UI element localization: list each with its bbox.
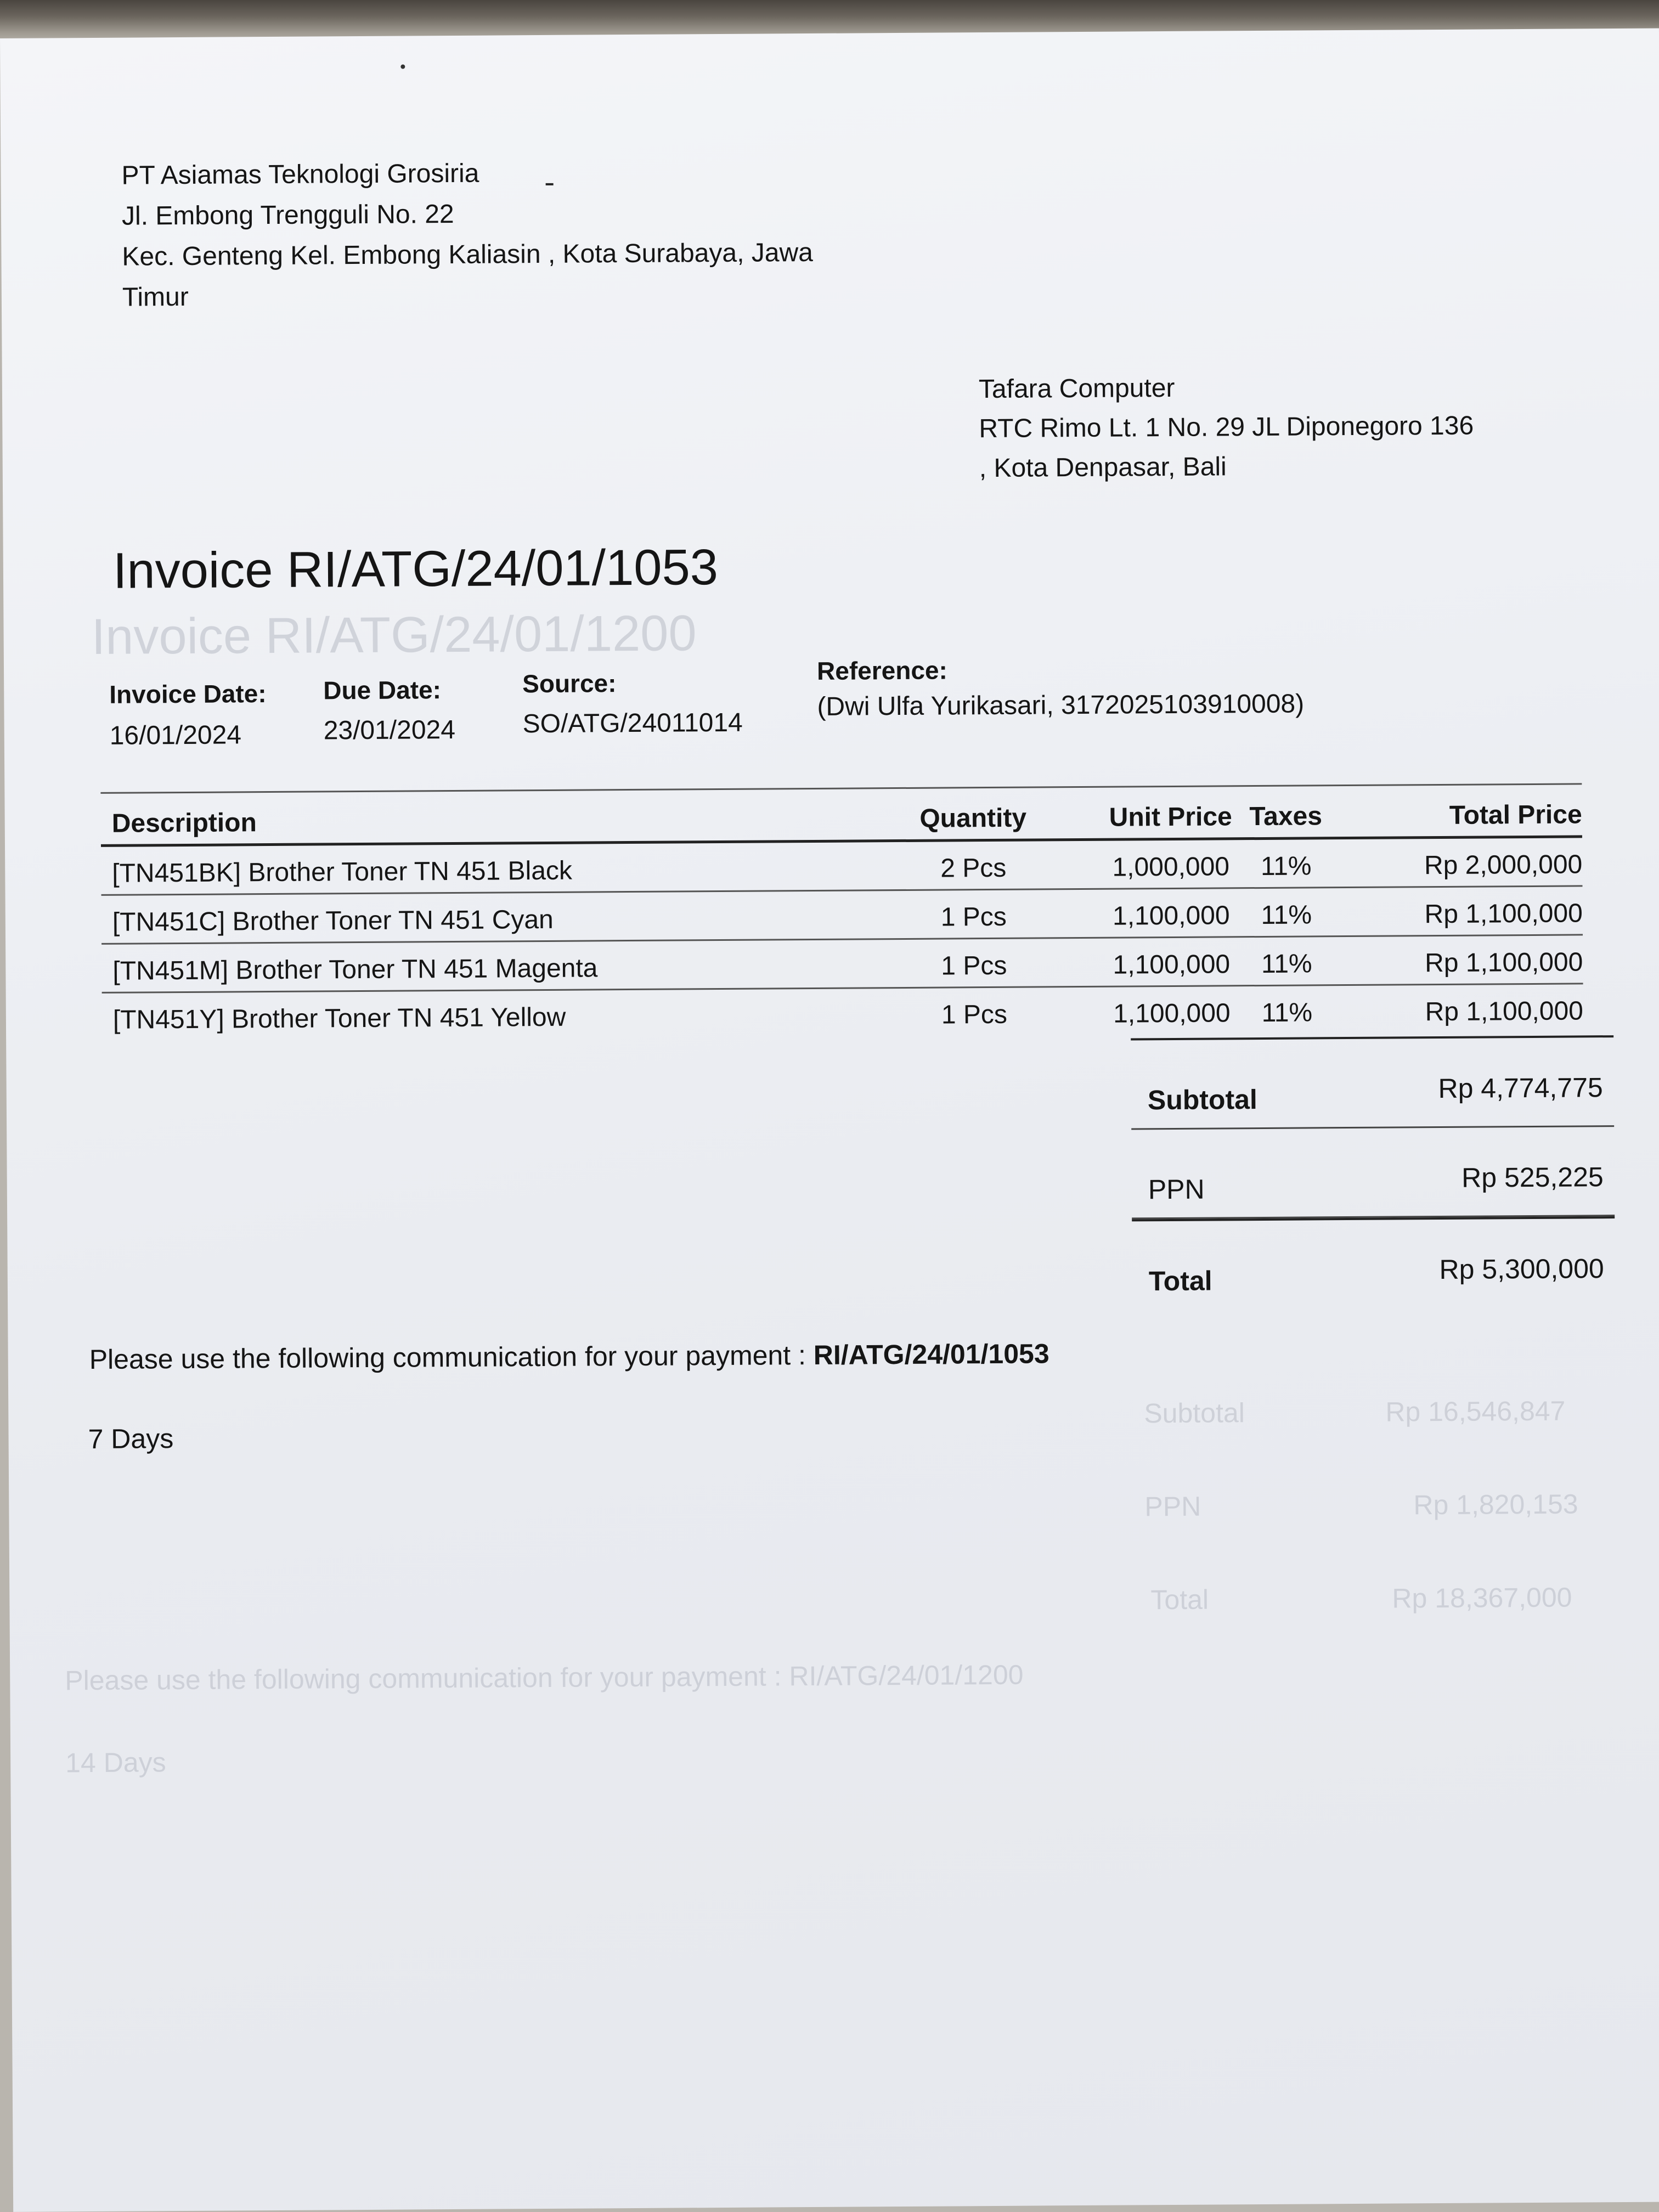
row-description: [TN451C] Brother Toner TN 451 Cyan (112, 905, 554, 937)
reference-value: (Dwi Ulfa Yurikasari, 3172025103910008) (817, 689, 1305, 721)
row-description: [TN451Y] Brother Toner TN 451 Yellow (112, 1002, 566, 1035)
row-description: [TN451M] Brother Toner TN 451 Magenta (112, 953, 598, 986)
row-description: [TN451BK] Brother Toner TN 451 Black (112, 856, 573, 888)
due-date: 23/01/2024 (323, 715, 456, 746)
ppn-value: Rp 525,225 (1462, 1161, 1604, 1193)
payment-terms: 7 Days (88, 1423, 174, 1455)
subtotal-label: Subtotal (1147, 1084, 1258, 1116)
table-row (102, 984, 1583, 1040)
header-description: Description (111, 808, 257, 838)
table-header-row (100, 783, 1582, 847)
ghost-total-label: Total (1150, 1584, 1209, 1616)
total-value: Rp 5,300,000 (1439, 1253, 1604, 1285)
row-total: Rp 2,000,000 (1424, 850, 1583, 881)
customer-address-line2: , Kota Denpasar, Bali (979, 452, 1227, 483)
company-address-line3: Timur (122, 282, 189, 312)
ppn-label: PPN (1148, 1173, 1205, 1205)
row-unit-price: 1,100,000 (1113, 950, 1231, 980)
customer-block (979, 367, 1474, 489)
company-block (121, 151, 813, 318)
total-row (1132, 1216, 1615, 1309)
customer-name: Tafara Computer (978, 373, 1175, 404)
reference-label: Reference: (816, 656, 948, 685)
ghost-terms: 14 Days (65, 1747, 166, 1779)
company-name: PT Asiamas Teknologi Grosiria (121, 159, 479, 190)
table-row (101, 838, 1582, 895)
company-address-line2: Kec. Genteng Kel. Embong Kaliasin , Kota Surabaya, Jawa (122, 238, 813, 272)
invoice-title: Invoice RI/ATG/24/01/1053 (112, 539, 719, 599)
source-value: SO/ATG/24011014 (522, 708, 743, 739)
ghost-payment: Please use the following communication for your payment : RI/ATG/24/01/1200 (65, 1659, 1024, 1696)
ghost-invoice-title: Invoice RI/ATG/24/01/1200 (91, 605, 697, 665)
row-total: Rp 1,100,000 (1425, 996, 1584, 1027)
table-row (101, 887, 1583, 944)
ghost-ppn: Rp 1,820,153 (1413, 1488, 1578, 1521)
row-quantity: 2 Pcs (940, 853, 1007, 883)
header-unit-price: Unit Price (1109, 802, 1232, 832)
stray-mark (400, 64, 405, 69)
invoice-paper (0, 29, 1659, 2212)
line-items-table (100, 783, 1583, 1040)
payment-prefix: Please use the following communication for your payment : (89, 1339, 814, 1375)
row-unit-price: 1,000,000 (1112, 852, 1230, 882)
customer-address-line1: RTC Rimo Lt. 1 No. 29 JL Diponegoro 136 (979, 411, 1474, 444)
row-taxes: 11% (1261, 949, 1312, 979)
row-taxes: 11% (1261, 900, 1312, 930)
ppn-row (1131, 1127, 1615, 1219)
totals-block (1131, 1035, 1615, 1309)
company-address-line1: Jl. Embong Trengguli No. 22 (121, 199, 454, 231)
invoice-date: 16/01/2024 (109, 720, 242, 751)
row-unit-price: 1,100,000 (1112, 901, 1230, 931)
ghost-total: Rp 18,367,000 (1392, 1582, 1572, 1614)
ghost-ppn-label: PPN (1144, 1491, 1201, 1522)
row-total: Rp 1,100,000 (1424, 899, 1583, 929)
subtotal-value: Rp 4,774,775 (1438, 1072, 1603, 1104)
payment-communication (89, 1338, 1049, 1375)
row-taxes: 11% (1261, 998, 1313, 1028)
row-quantity: 1 Pcs (941, 951, 1007, 981)
row-taxes: 11% (1260, 851, 1312, 881)
table-row (101, 935, 1583, 993)
row-total: Rp 1,100,000 (1424, 947, 1583, 978)
ghost-subtotal-label: Subtotal (1144, 1397, 1245, 1429)
header-quantity: Quantity (919, 803, 1027, 833)
source-label: Source: (522, 669, 617, 698)
header-taxes: Taxes (1249, 802, 1323, 832)
due-date-label: Due Date: (323, 675, 442, 705)
row-quantity: 1 Pcs (940, 902, 1007, 932)
total-label: Total (1148, 1265, 1212, 1297)
header-total-price: Total Price (1449, 800, 1582, 830)
row-quantity: 1 Pcs (941, 1000, 1008, 1030)
ghost-subtotal: Rp 16,546,847 (1385, 1395, 1566, 1427)
payment-code: RI/ATG/24/01/1053 (813, 1338, 1049, 1370)
row-unit-price: 1,100,000 (1113, 998, 1231, 1029)
subtotal-row (1131, 1035, 1614, 1130)
invoice-date-label: Invoice Date: (109, 679, 267, 709)
